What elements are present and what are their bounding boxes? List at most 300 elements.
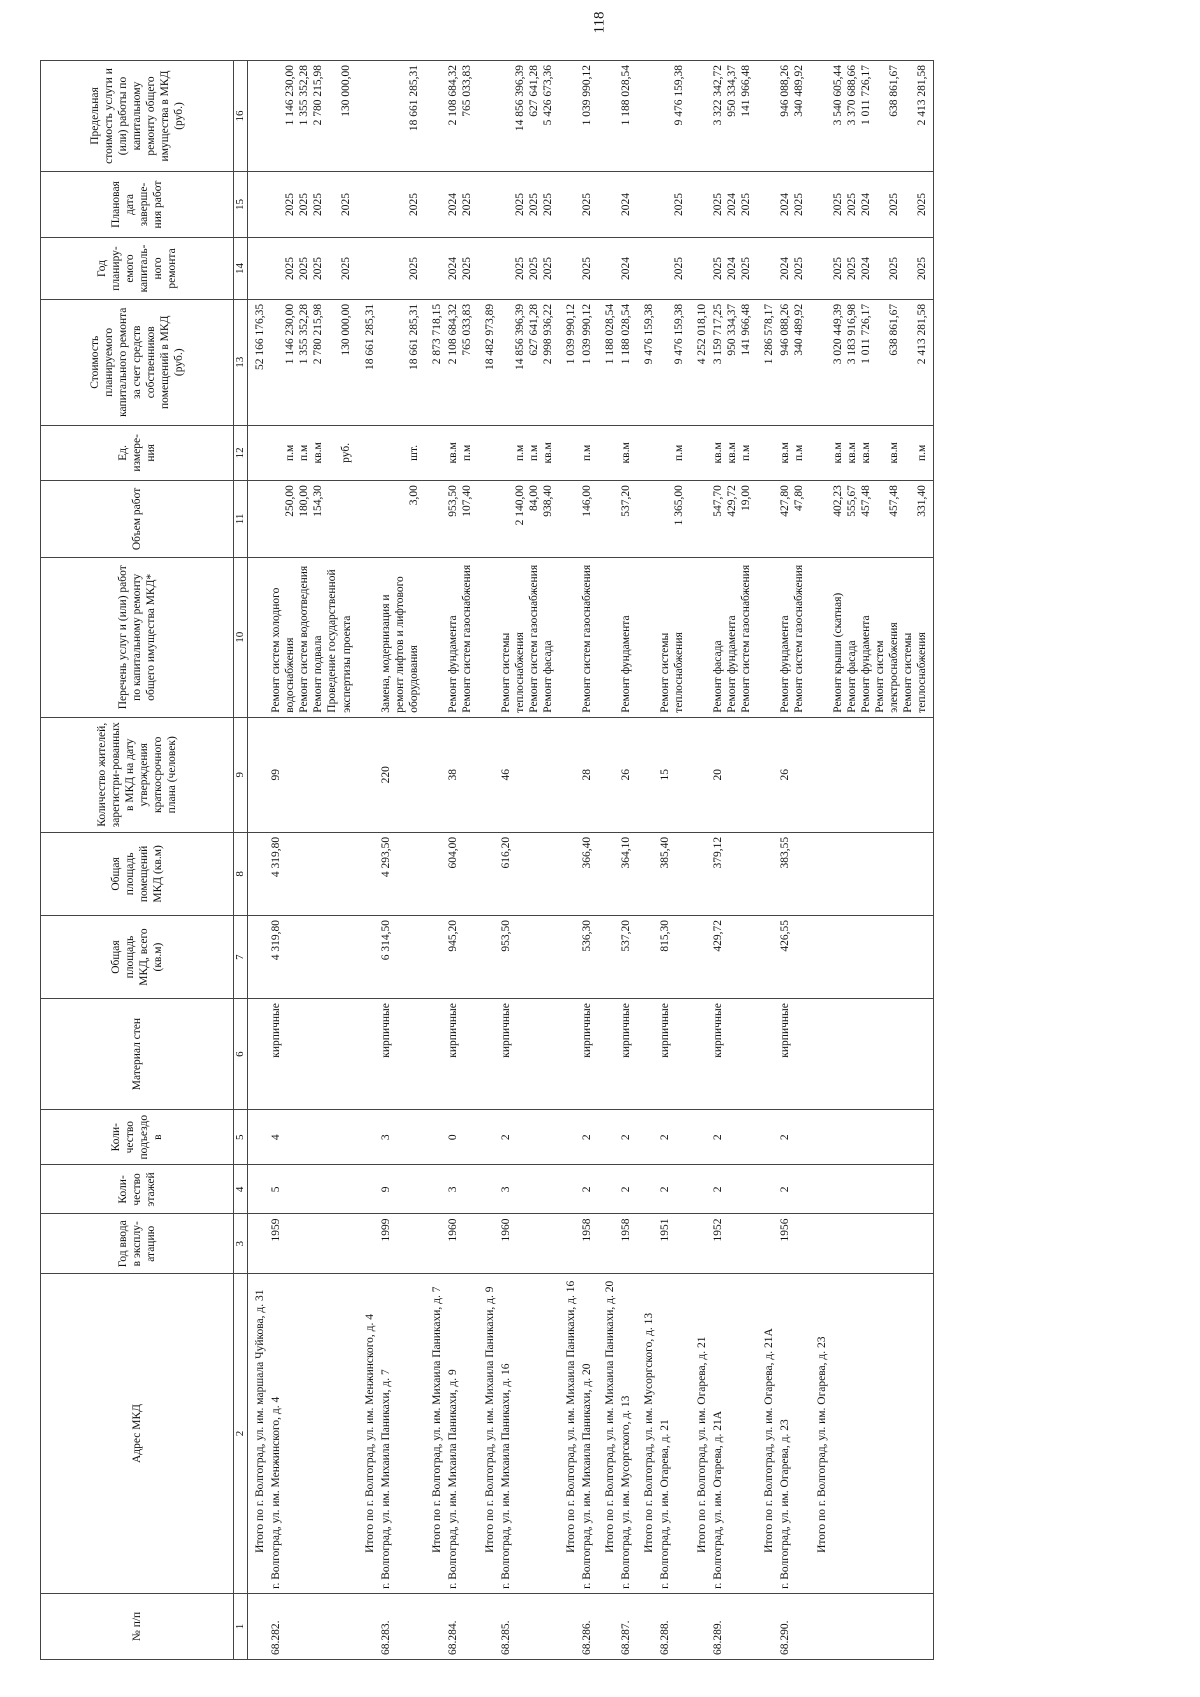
empty-cell: [248, 1109, 269, 1164]
work-volume-line: 402,23: [831, 485, 844, 517]
work-cost-line: 950 334,37: [725, 303, 738, 356]
work-volume: [498, 481, 559, 558]
total-label: Итого по г. Волгоград, ул. им. маршала Чуйкова, д. 31: [248, 1274, 269, 1594]
empty-cell: [478, 238, 498, 300]
work-cost-line: 130 000,00: [340, 303, 353, 356]
empty-cell: [598, 999, 618, 1110]
floors: 2: [618, 1165, 637, 1214]
work-limit-line: 3 322 342,72: [711, 65, 724, 126]
empty-cell: [425, 832, 445, 915]
work-cost-line: 1 011 726,17: [859, 303, 872, 364]
work-unit-line: кв.м: [831, 442, 844, 464]
house-row: [710, 61, 757, 1660]
column-number-14: 14: [234, 238, 248, 300]
total-label: Итого по г. Волгоград, ул. им. Михаила Паникахи, д. 20: [598, 1274, 618, 1594]
empty-cell: [757, 1109, 777, 1164]
work-year-line: 2025: [527, 256, 540, 280]
row-number: [810, 1593, 830, 1659]
year-built: 1960: [445, 1214, 478, 1274]
empty-cell: [425, 171, 445, 237]
empty-cell: [810, 915, 830, 998]
work-unit-line: кв.м: [446, 442, 459, 464]
empty-cell: [358, 61, 378, 172]
empty-cell: [598, 425, 618, 480]
column-number-row: [234, 61, 248, 1660]
empty-cell: [358, 171, 378, 237]
floors: 2: [579, 1165, 598, 1214]
row-number: 68.287.: [618, 1593, 637, 1659]
empty-cell: [358, 1165, 378, 1214]
empty-cell: [478, 1165, 498, 1214]
work-year-line: 2025: [340, 256, 353, 280]
work-volume-line: 250,00: [284, 485, 297, 517]
work-cost-line: 2 413 281,58: [915, 303, 928, 365]
work-volume-line: 146,00: [580, 485, 593, 517]
entrances: 4: [268, 1109, 357, 1164]
work-volume-line: 1 365,00: [672, 485, 685, 526]
empty-cell: [690, 717, 710, 832]
work-cost-line: 1 146 230,00: [284, 303, 297, 365]
empty-cell: [478, 999, 498, 1110]
empty-cell: [559, 425, 579, 480]
row-number: [637, 1593, 657, 1659]
work-unit: [498, 425, 559, 480]
work-name: [498, 557, 559, 717]
work-cost-line: 3 020 449,39: [831, 303, 844, 365]
empty-cell: [425, 425, 445, 480]
work-unit-line: п.м: [460, 444, 473, 462]
work-limit-line: 5 426 673,36: [541, 65, 554, 126]
work-name-line: Ремонт фундамента: [446, 615, 459, 713]
work-unit-line: руб.: [340, 442, 353, 463]
row-number: 68.282.: [268, 1593, 357, 1659]
empty-cell: [810, 832, 830, 915]
empty-cell: [559, 1165, 579, 1214]
work-name-line: Проведение государственной экспертизы проекта: [326, 569, 353, 713]
work-limit: [830, 61, 934, 172]
work-limit-line: 14 856 396,39: [513, 65, 526, 132]
work-cost-line: 141 966,48: [739, 303, 752, 356]
work-name-line: Ремонт фундамента: [859, 615, 872, 713]
work-year-line: 2024: [778, 256, 791, 280]
work-cost: [579, 299, 598, 425]
work-volume: [268, 481, 357, 558]
work-date-line: 2024: [725, 193, 738, 217]
empty-cell: [478, 717, 498, 832]
empty-cell: [637, 61, 657, 172]
work-unit: [830, 425, 934, 480]
work-cost-line: 3 159 717,25: [711, 303, 724, 365]
empty-cell: [358, 832, 378, 915]
work-year-line: 2025: [284, 256, 297, 280]
empty-cell: [598, 1109, 618, 1164]
address: г. Волгоград, ул. им. Михаила Паникахи, д. 7: [378, 1274, 425, 1594]
work-date-line: 2024: [778, 193, 791, 217]
work-cost: [445, 299, 478, 425]
empty-cell: [559, 171, 579, 237]
work-cost-line: 1 039 990,12: [580, 303, 593, 365]
row-number: 68.285.: [498, 1593, 559, 1659]
empty-cell: [478, 61, 498, 172]
residents: 99: [268, 717, 357, 832]
area-total: 815,30: [657, 915, 690, 998]
work-unit-line: кв.м: [859, 442, 872, 464]
work-limit-line: 638 861,67: [887, 65, 900, 117]
work-year-line: 2025: [887, 256, 900, 280]
work-cost: [657, 299, 690, 425]
empty-cell: [559, 557, 579, 717]
area-total: 426,55: [777, 915, 810, 998]
area-rooms: 4 293,50: [378, 832, 425, 915]
empty-cell: [637, 1214, 657, 1274]
wall-material: кирпичные: [445, 999, 478, 1110]
year-built: 1952: [710, 1214, 757, 1274]
house-row: [579, 61, 598, 1660]
work-year: [579, 238, 598, 300]
work-volume-line: 555,67: [845, 485, 858, 517]
work-year: [777, 238, 810, 300]
empty-cell: [690, 171, 710, 237]
row-number: [830, 1593, 934, 1659]
total-cost: 4 252 018,10: [690, 299, 710, 425]
empty-cell: [637, 832, 657, 915]
column-header-16: Предельная стоимость услуги и (или) работы по капитальному ремонту общего имущества в МКД (руб.): [41, 61, 234, 172]
empty-cell: [248, 171, 269, 237]
work-limit: [618, 61, 637, 172]
empty-cell: [248, 61, 269, 172]
total-row: [757, 61, 777, 1660]
work-limit-line: 2 413 281,58: [915, 65, 928, 126]
empty-cell: [637, 238, 657, 300]
floors: 3: [445, 1165, 478, 1214]
empty-cell: [559, 999, 579, 1110]
empty-cell: [358, 1109, 378, 1164]
work-volume-line: 3,00: [407, 485, 420, 506]
row-number: [358, 1593, 378, 1659]
work-limit-line: 3 370 688,66: [845, 65, 858, 126]
work-year-line: 2025: [915, 256, 928, 280]
work-year: [268, 238, 357, 300]
year-built: 1956: [777, 1214, 810, 1274]
entrances: 2: [579, 1109, 598, 1164]
work-name-line: Ремонт фасада: [845, 640, 858, 713]
empty-cell: [637, 717, 657, 832]
column-number-10: 10: [234, 557, 248, 717]
work-cost-line: 638 861,67: [887, 303, 900, 356]
empty-cell: [690, 1165, 710, 1214]
column-header-7: Общая площадь МКД, всего (кв.м): [41, 915, 234, 998]
empty-cell: [248, 717, 269, 832]
year-built: 1958: [579, 1214, 598, 1274]
empty-cell: [690, 557, 710, 717]
work-unit-line: п.м: [580, 444, 593, 462]
work-name-line: Ремонт систем водоотведения: [298, 565, 311, 713]
column-number-6: 6: [234, 999, 248, 1110]
work-name: [657, 557, 690, 717]
column-number-8: 8: [234, 832, 248, 915]
total-cost: 1 188 028,54: [598, 299, 618, 425]
work-year-line: 2025: [672, 256, 685, 280]
address: г. Волгоград, ул. им. Михаила Паникахи, д. 16: [498, 1274, 559, 1594]
residents: 26: [777, 717, 810, 832]
residents: 26: [618, 717, 637, 832]
empty-cell: [248, 557, 269, 717]
empty-cell: [810, 481, 830, 558]
row-number: 68.284.: [445, 1593, 478, 1659]
work-unit-line: п.м: [672, 444, 685, 462]
work-cost-line: 3 183 916,98: [845, 303, 858, 365]
work-limit-line: 1 146 230,00: [284, 65, 297, 126]
empty-cell: [559, 481, 579, 558]
total-cost: 18 661 285,31: [358, 299, 378, 425]
area-total: 945,20: [445, 915, 478, 998]
empty-cell: [757, 999, 777, 1110]
empty-cell: [757, 1214, 777, 1274]
empty-cell: [598, 717, 618, 832]
column-header-12: Ед. измере-ния: [41, 425, 234, 480]
work-date: [657, 171, 690, 237]
address: г. Волгоград, ул. им. Михаила Паникахи, д. 20: [579, 1274, 598, 1594]
work-name-line: Ремонт систем газоснабжения: [527, 564, 540, 713]
row-number: 68.283.: [378, 1593, 425, 1659]
column-header-8: Общая площадь помещений МКД (кв.м): [41, 832, 234, 915]
total-row: [478, 61, 498, 1660]
table-body: [248, 61, 934, 1660]
empty-cell: [358, 1214, 378, 1274]
floors: 2: [657, 1165, 690, 1214]
work-unit-line: кв.м: [887, 442, 900, 464]
work-cost-line: 2 108 684,32: [446, 303, 459, 365]
total-row: [598, 61, 618, 1660]
floors: 2: [777, 1165, 810, 1214]
work-date-line: 2025: [792, 193, 805, 217]
column-header-13: Стоимость планируемого капитального ремонта за счет средств собственников помещений в МКД (руб.): [41, 299, 234, 425]
column-number-9: 9: [234, 717, 248, 832]
column-number-12: 12: [234, 425, 248, 480]
work-year-line: 2025: [407, 256, 420, 280]
area-total: [830, 915, 934, 998]
work-limit: [777, 61, 810, 172]
house-row: [657, 61, 690, 1660]
table-header: [41, 61, 248, 1660]
work-date: [498, 171, 559, 237]
work-year-line: 2025: [711, 256, 724, 280]
empty-cell: [425, 1214, 445, 1274]
total-cost: 52 166 176,35: [248, 299, 269, 425]
area-rooms: [830, 832, 934, 915]
work-year-line: 2025: [513, 256, 526, 280]
work-name-line: Замена, модернизация и ремонт лифтов и лифтового оборудования: [379, 576, 420, 713]
wall-material: кирпичные: [777, 999, 810, 1110]
work-name-line: Ремонт фасада: [711, 640, 724, 713]
work-unit-line: кв.м: [541, 442, 554, 464]
work-cost-line: 9 476 159,38: [672, 303, 685, 365]
work-limit-line: 9 476 159,38: [672, 65, 685, 126]
floors: 5: [268, 1165, 357, 1214]
work-limit: [378, 61, 425, 172]
empty-cell: [810, 1109, 830, 1164]
total-cost: 1 039 990,12: [559, 299, 579, 425]
work-limit: [445, 61, 478, 172]
empty-cell: [598, 61, 618, 172]
empty-cell: [478, 1109, 498, 1164]
work-date: [268, 171, 357, 237]
total-label: Итого по г. Волгоград, ул. им. Огарева, д. 21А: [757, 1274, 777, 1594]
empty-cell: [425, 238, 445, 300]
column-number-4: 4: [234, 1165, 248, 1214]
empty-cell: [478, 557, 498, 717]
work-limit-line: 3 540 605,44: [831, 65, 844, 126]
work-date: [777, 171, 810, 237]
column-number-15: 15: [234, 171, 248, 237]
work-volume-line: 47,80: [792, 485, 805, 511]
work-name-line: Ремонт систем газоснабжения: [460, 564, 473, 713]
empty-cell: [358, 717, 378, 832]
empty-cell: [358, 238, 378, 300]
work-volume: [445, 481, 478, 558]
column-header-3: Год ввода в эксплу-атацию: [41, 1214, 234, 1274]
floors: 3: [498, 1165, 559, 1214]
empty-cell: [637, 915, 657, 998]
work-unit: [268, 425, 357, 480]
empty-cell: [598, 557, 618, 717]
row-number: 68.288.: [657, 1593, 690, 1659]
work-name-line: Ремонт систем электроснабжения: [873, 622, 900, 713]
work-cost: [378, 299, 425, 425]
capital-repair-table: [40, 60, 934, 1660]
work-unit: [618, 425, 637, 480]
house-row: [378, 61, 425, 1660]
total-cost: 1 286 578,17: [757, 299, 777, 425]
work-date: [710, 171, 757, 237]
column-number-1: 1: [234, 1593, 248, 1659]
area-rooms: 383,55: [777, 832, 810, 915]
area-rooms: 379,12: [710, 832, 757, 915]
empty-cell: [358, 915, 378, 998]
work-cost-line: 1 188 028,54: [619, 303, 632, 365]
empty-cell: [810, 999, 830, 1110]
floors: 2: [710, 1165, 757, 1214]
empty-cell: [425, 61, 445, 172]
total-cost: [810, 299, 830, 425]
work-year: [830, 238, 934, 300]
work-volume-line: 84,00: [527, 485, 540, 511]
page-number: 118: [591, 11, 608, 34]
empty-cell: [690, 915, 710, 998]
address: [830, 1274, 934, 1594]
work-volume: [579, 481, 598, 558]
total-row: [559, 61, 579, 1660]
empty-cell: [690, 999, 710, 1110]
work-volume-line: 180,00: [298, 485, 311, 517]
work-limit-line: 2 108 684,32: [446, 65, 459, 126]
wall-material: кирпичные: [579, 999, 598, 1110]
work-cost: [777, 299, 810, 425]
work-name-line: Ремонт фундамента: [725, 615, 738, 713]
area-rooms: 364,10: [618, 832, 637, 915]
empty-cell: [690, 832, 710, 915]
work-limit-line: 141 966,48: [739, 65, 752, 117]
work-year: [657, 238, 690, 300]
work-date-line: 2025: [739, 193, 752, 217]
address: г. Волгоград, ул. им. Менжинского, д. 4: [268, 1274, 357, 1594]
area-rooms: 4 319,80: [268, 832, 357, 915]
work-date-line: 2025: [407, 193, 420, 217]
total-cost: 2 873 718,15: [425, 299, 445, 425]
work-date: [830, 171, 934, 237]
work-name-line: Ремонт фасада: [541, 640, 554, 713]
area-rooms: 604,00: [445, 832, 478, 915]
work-limit-line: 18 661 285,31: [407, 65, 420, 132]
work-unit-line: п.м: [739, 444, 752, 462]
empty-cell: [425, 1109, 445, 1164]
column-header-14: Год планиру-емого капиталь-ного ремонта: [41, 238, 234, 300]
work-cost-line: 18 661 285,31: [407, 303, 420, 370]
work-cost: [498, 299, 559, 425]
residents: 220: [378, 717, 425, 832]
house-row: [777, 61, 810, 1660]
work-volume: [378, 481, 425, 558]
floors: [830, 1165, 934, 1214]
work-limit: [710, 61, 757, 172]
row-number: [559, 1593, 579, 1659]
residents: 20: [710, 717, 757, 832]
address: г. Волгоград, ул. им. Огарева, д. 21А: [710, 1274, 757, 1594]
work-volume-line: 547,70: [711, 485, 724, 517]
empty-cell: [358, 999, 378, 1110]
total-label: Итого по г. Волгоград, ул. им. Мусоргского, д. 13: [637, 1274, 657, 1594]
work-cost-line: 765 033,83: [460, 303, 473, 356]
work-volume: [618, 481, 637, 558]
residents: 15: [657, 717, 690, 832]
row-number: [478, 1593, 498, 1659]
column-header-1: № п/п: [41, 1593, 234, 1659]
work-unit: [378, 425, 425, 480]
work-unit-line: шт.: [407, 444, 420, 461]
residents: 46: [498, 717, 559, 832]
empty-cell: [757, 915, 777, 998]
row-number: [248, 1593, 269, 1659]
empty-cell: [810, 717, 830, 832]
area-total: 4 319,80: [268, 915, 357, 998]
work-cost-line: 14 856 396,39: [513, 303, 526, 370]
empty-cell: [559, 915, 579, 998]
empty-cell: [810, 61, 830, 172]
work-date-line: 2025: [887, 193, 900, 217]
total-row: [690, 61, 710, 1660]
work-date-line: 2025: [298, 193, 311, 217]
total-label: Итого по г. Волгоград, ул. им. Михаила Паникахи, д. 7: [425, 1274, 445, 1594]
empty-cell: [637, 1109, 657, 1164]
work-name: [378, 557, 425, 717]
work-name-line: Ремонт системы теплоснабжения: [902, 632, 929, 713]
empty-cell: [559, 238, 579, 300]
area-total: 429,72: [710, 915, 757, 998]
house-row: [830, 61, 934, 1660]
work-unit: [777, 425, 810, 480]
area-total: 953,50: [498, 915, 559, 998]
work-volume: [710, 481, 757, 558]
work-unit-line: кв.м: [619, 442, 632, 464]
work-unit: [657, 425, 690, 480]
work-volume: [830, 481, 934, 558]
work-unit-line: п.м: [527, 444, 540, 462]
total-cost: 18 482 973,89: [478, 299, 498, 425]
work-name: [777, 557, 810, 717]
empty-cell: [478, 832, 498, 915]
work-year-line: 2025: [541, 256, 554, 280]
year-built: 1999: [378, 1214, 425, 1274]
